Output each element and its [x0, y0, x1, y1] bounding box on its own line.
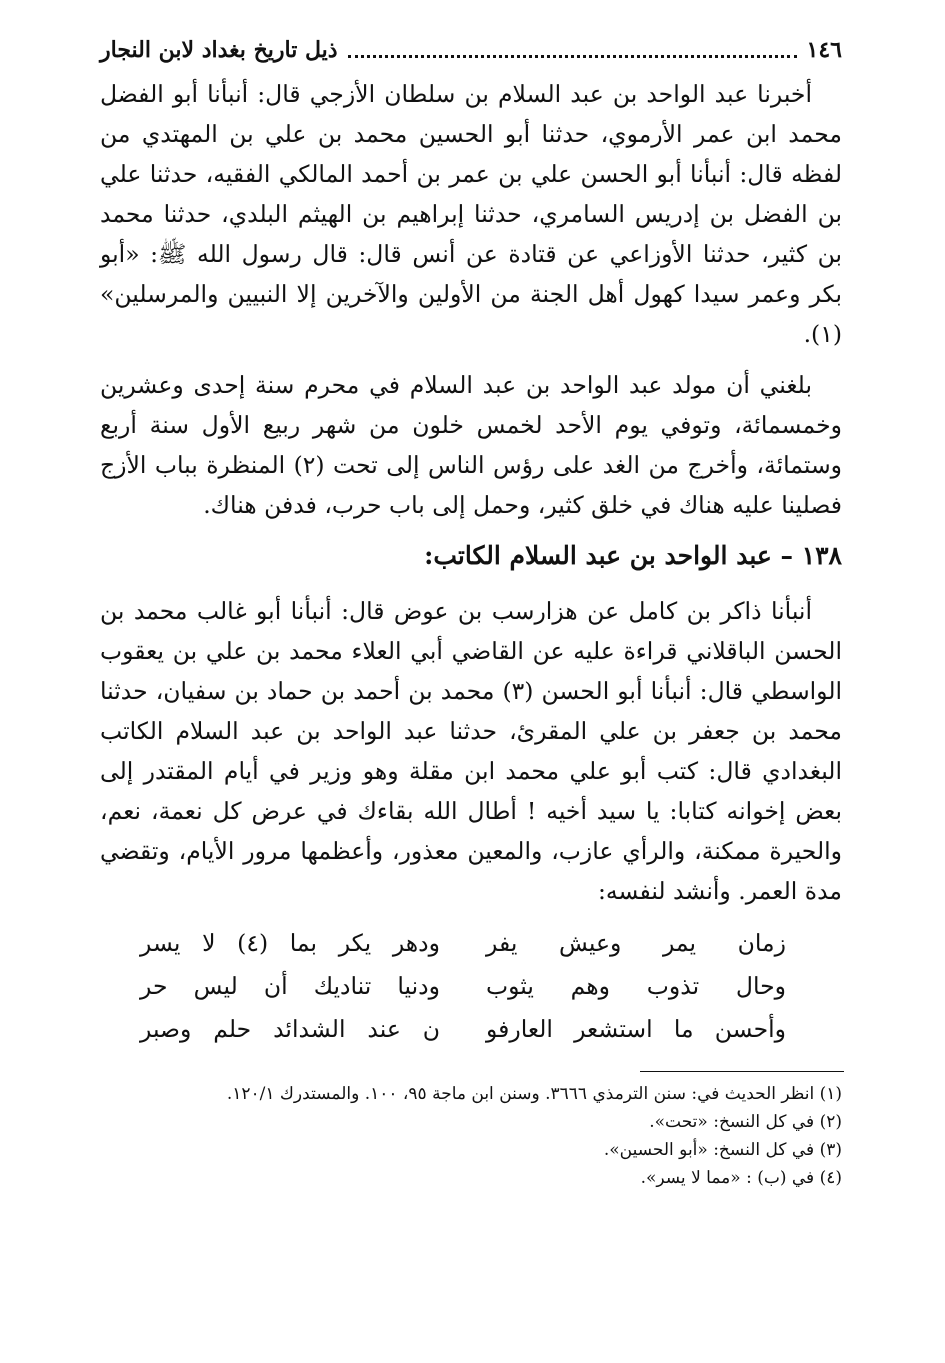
verse-second-hemistich: ن عند الشدائد حلم وصبر — [140, 1015, 440, 1043]
paragraph-letter: أنبأنا ذاكر بن كامل عن هزارسب بن عوض قال: أنبأنا أبو غالب محمد بن الحسن الباقلاني قراءة عليه عن القاضي أبي العلاء محمد بن علي بن يعقوب الواسطي قال: أنبأنا أبو الحسن (٣) محمد بن أحمد بن حماد بن سفيان، حدثنا محمد بن جعفر بن علي المقرئ، حدثنا عبد الواحد بن عبد السلام الكاتب البغدادي قال: كتب أبو علي محمد ابن مقلة وهو وزير في أيام المقتدر إلى بعض إخوانه كتابا: يا سيد أخيه ! أطال الله بقاءك في عرض كل نعمة، نعم، والحيرة ممكنة، والرأي عازب، والمعين معذور، وأعظمها مرور الأيام، وتقضي مدة العمر. وأنشد لنفسه: — [100, 597, 843, 905]
verse-first-hemistich: وحال تذوب وهم يثوب — [486, 972, 786, 1000]
paragraph-biography: بلغني أن مولد عبد الواحد بن عبد السلام في محرم سنة إحدى وعشرين وخمسمائة، وتوفي يوم الأحد لخمس خلون من شهر ربيع الأول سنة أربع وستمائة، وأخرج من الغد على رؤس الناس إلى تحت (٢) المنظرة بباب الأزج فصلينا عليه هناك في خلق كثير، وحمل إلى باب حرب، فدفن هناك. — [100, 371, 842, 519]
verse-first-hemistich: زمان يمر وعيش يفر — [486, 929, 786, 957]
header-dotted-leader — [348, 43, 797, 58]
page-header — [100, 30, 842, 70]
poem-verse — [100, 965, 842, 1008]
verse-second-hemistich: ودنيا تناديك أن ليس حر — [140, 972, 440, 1000]
paragraph-isnad: أخبرنا عبد الواحد بن عبد السلام بن سلطان الأزجي قال: أنبأنا أبو الفضل محمد ابن عمر الأرموي، حدثنا أبو الحسين محمد بن علي بن المهتدي من لفظه قال: أنبأنا أبو الحسن علي بن عمر بن أحمد المالكي الفقيه، حدثنا علي بن الفضل بن إدريس السامري، حدثنا إبراهيم بن الهيثم البلدي، حدثنا محمد بن كثير، حدثنا الأوزاعي عن قتادة عن أنس قال: قال رسول الله ﷺ: «أبو بكر وعمر سيدا كهول أهل الجنة من الأولين والآخرين إلا النبيين والمرسلين» (١). — [100, 80, 842, 348]
page-number: ١٤٦ — [806, 37, 842, 63]
footnote: (٣) في كل النسخ: «أبو الحسين». — [603, 1140, 842, 1160]
footnote: (٢) في كل النسخ: «تحت». — [649, 1112, 842, 1132]
footnotes — [100, 1080, 842, 1192]
footnote: (١) انظر الحديث في: سنن الترمذي ٣٦٦٦. وسنن ابن ماجة ٩٥، ١٠٠. والمستدرك ١٢٠/١. — [226, 1084, 842, 1104]
main-text — [100, 74, 842, 1051]
entry-heading: ١٣٨ – عبد الواحد بن عبد السلام الكاتب: — [424, 541, 842, 570]
footnote-separator — [640, 1071, 844, 1072]
poem-verse — [100, 922, 842, 965]
running-title: ذيل تاريخ بغداد لابن النجار — [100, 37, 338, 63]
verse-first-hemistich: وأحسن ما استشعر العارفو — [486, 1015, 786, 1043]
verse-second-hemistich: ودهر يكر بما (٤) لا يسر — [140, 929, 440, 957]
footnote: (٤) في (ب) : «مما لا يسر». — [640, 1168, 842, 1188]
poem-verse — [100, 1008, 842, 1051]
